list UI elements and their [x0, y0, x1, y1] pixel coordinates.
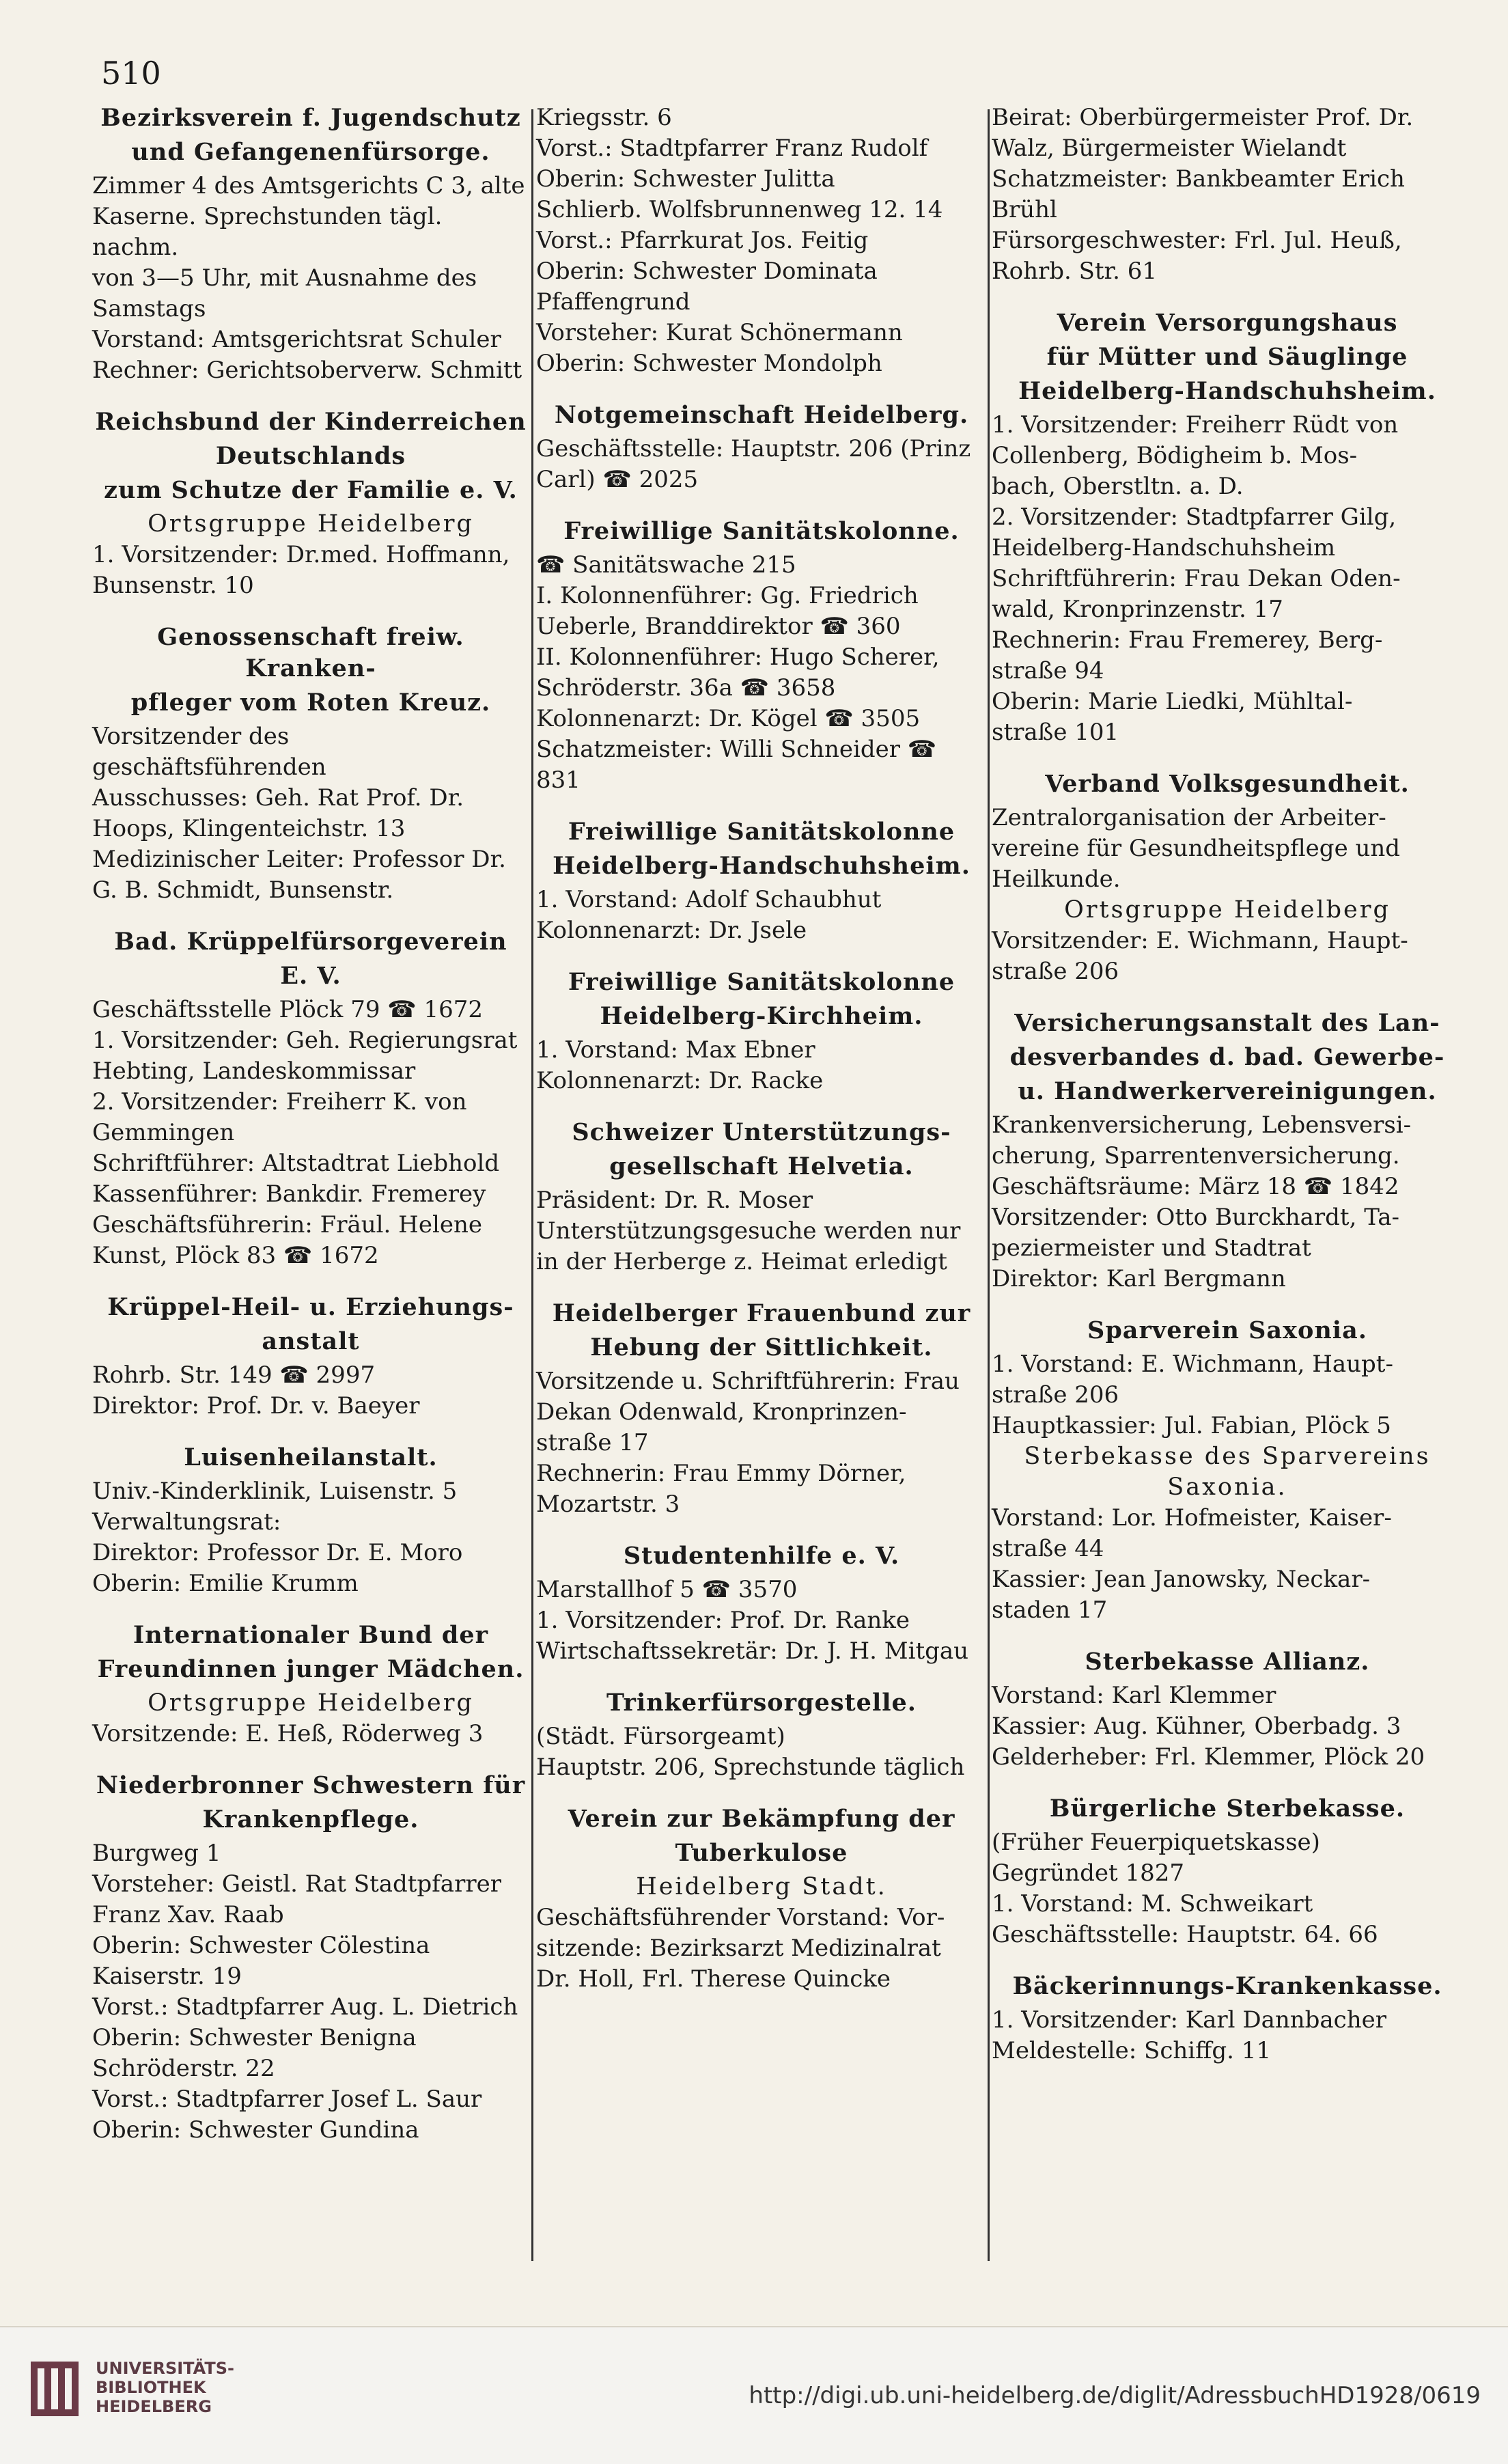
entry-line: Schröderstr. 36a ☎ 3658	[536, 674, 836, 702]
entry-line: Unterstützungsgesuche werden nur	[536, 1217, 961, 1245]
entry-heading: Schweizer Unterstützungs-	[572, 1118, 951, 1146]
entry-heading: gesellschaft Helvetia.	[609, 1152, 914, 1180]
entry-heading: pfleger vom Roten Kreuz.	[130, 689, 491, 717]
entry-line: II. Kolonnenführer: Hugo Scherer,	[536, 643, 940, 671]
entry-line: 1. Vorstand: Max Ebner	[536, 1036, 815, 1064]
entry-line: 1. Vorsitzender: Geh. Regierungsrat	[92, 1027, 518, 1054]
entry-heading: anstalt	[262, 1327, 360, 1355]
entry-line: Vorsteher: Geistl. Rat Stadtpfarrer	[92, 1870, 501, 1898]
entry-line: Vorstand: Karl Klemmer	[992, 1682, 1276, 1709]
entry-heading: Niederbronner Schwestern für	[96, 1771, 526, 1799]
directory-entry	[536, 516, 987, 796]
entry-line: Oberin: Marie Liedki, Mühltal-	[992, 688, 1353, 715]
directory-entry	[992, 1793, 1463, 1950]
entry-line: Geschäftsräume: März 18 ☎ 1842	[992, 1173, 1399, 1200]
entry-line: Kaserne. Sprechstunden tägl. nachm.	[92, 203, 443, 261]
entry-line: straße 206	[992, 1381, 1119, 1409]
entry-line: straße 17	[536, 1429, 649, 1456]
entry-line: Samstags	[92, 295, 206, 322]
entry-line: Gelderheber: Frl. Klemmer, Plöck 20	[992, 1743, 1425, 1771]
directory-entry	[92, 1770, 529, 2146]
entry-heading: Bad. Krüppelfürsorgeverein	[114, 928, 507, 956]
entry-heading: Freiwillige Sanitätskolonne	[568, 818, 955, 846]
entry-heading: Verband Volksgesundheit.	[1045, 770, 1410, 798]
library-name	[96, 2359, 234, 2416]
entry-line: Schatzmeister: Willi Schneider ☎	[536, 736, 937, 763]
footer	[0, 2326, 1508, 2464]
entry-line: Hebting, Landeskommissar	[92, 1057, 416, 1085]
directory-entry	[536, 400, 987, 495]
entry-line: Oberin: Schwester Julitta	[536, 165, 835, 193]
entry-heading: Verein Versorgungshaus	[1057, 309, 1398, 337]
entry-line: Oberin: Schwester Cölestina	[92, 1932, 430, 1959]
entry-heading: Internationaler Bund der	[132, 1621, 489, 1649]
entry-heading: Bäckerinnungs-Krankenkasse.	[1012, 1972, 1442, 2000]
entry-line: sitzende: Bezirksarzt Medizinalrat	[536, 1935, 941, 1962]
directory-entry	[92, 102, 529, 386]
entry-line: Kassenführer: Bankdir. Fremerey	[92, 1180, 486, 1208]
entry-line: Dr. Holl, Frl. Therese Quincke	[536, 1965, 891, 1993]
entry-line: Vorsitzender des geschäftsführenden	[92, 723, 326, 781]
entry-line: straße 206	[992, 958, 1119, 985]
entry-line: wald, Kronprinzenstr. 17	[992, 596, 1283, 623]
entry-heading: Studentenhilfe e. V.	[623, 1542, 900, 1570]
entry-line: Beirat: Oberbürgermeister Prof. Dr.	[992, 104, 1414, 131]
entry-line: Marstallhof 5 ☎ 3570	[536, 1576, 798, 1603]
entry-line: Zimmer 4 des Amtsgerichts C 3, alte	[92, 172, 525, 199]
entry-line: Schriftführerin: Frau Dekan Oden-	[992, 565, 1401, 592]
entry-heading: für Mütter und Säuglinge	[1046, 343, 1408, 371]
entry-heading: u. Handwerkervereinigungen.	[1018, 1077, 1437, 1105]
entry-line: Rechner: Gerichtsoberverw. Schmitt	[92, 357, 522, 384]
source-url[interactable]: http://digi.ub.uni-heidelberg.de/diglit/AdressbuchHD1928/0619	[749, 2382, 1481, 2409]
entry-line: Carl) ☎ 2025	[536, 466, 699, 493]
entry-line: Vorsitzende u. Schriftführerin: Frau	[536, 1368, 960, 1395]
entry-line: Zentralorganisation der Arbeiter-	[992, 804, 1386, 831]
entry-heading: Krankenpflege.	[202, 1805, 419, 1833]
entry-line: Kaiserstr. 19	[92, 1963, 242, 1990]
column-1	[92, 102, 529, 2166]
entry-line: Kolonnenarzt: Dr. Jsele	[536, 917, 807, 944]
entry-subheading: Ortsgruppe Heidelberg	[1064, 896, 1391, 924]
entry-line: ☎ Sanitätswache 215	[536, 551, 796, 579]
directory-entry	[992, 769, 1463, 987]
entry-line: Kolonnenarzt: Dr. Racke	[536, 1067, 824, 1094]
entry-line: Vorst.: Pfarrkurat Jos. Feitig	[536, 227, 869, 254]
entry-line: (Früher Feuerpiquetskasse)	[992, 1829, 1320, 1856]
entry-line: Mozartstr. 3	[536, 1491, 680, 1518]
entry-line: vereine für Gesundheitspflege und	[992, 835, 1401, 862]
entry-line: Wirtschaftssekretär: Dr. J. H. Mitgau	[536, 1637, 969, 1665]
entry-heading: Sterbekasse Allianz.	[1085, 1648, 1370, 1676]
entry-line: Dekan Odenwald, Kronprinzen-	[536, 1398, 907, 1426]
entry-line: peziermeister und Stadtrat	[992, 1234, 1311, 1262]
entry-line: Krankenversicherung, Lebensversi-	[992, 1111, 1412, 1139]
entry-heading: Heidelberger Frauenbund zur	[552, 1299, 971, 1327]
entry-line: (Städt. Fürsorgeamt)	[536, 1723, 785, 1750]
entry-line: Oberin: Schwester Gundina	[92, 2116, 419, 2144]
entry-line: Kassier: Aug. Kühner, Oberbadg. 3	[992, 1713, 1401, 1740]
entry-line: Oberin: Schwester Mondolph	[536, 350, 882, 377]
entry-line: 1. Vorsitzender: Prof. Dr. Ranke	[536, 1607, 910, 1634]
column-divider	[988, 109, 990, 2261]
directory-entry	[992, 1646, 1463, 1773]
entry-line: bach, Oberstltn. a. D.	[992, 473, 1244, 500]
entry-heading: Reichsbund der Kinderreichen	[95, 408, 527, 436]
directory-entry	[536, 1803, 987, 1995]
entry-heading: Freundinnen junger Mädchen.	[97, 1655, 525, 1683]
entry-line: Ueberle, Branddirektor ☎ 360	[536, 613, 901, 640]
entry-line: Medizinischer Leiter: Professor Dr.	[92, 846, 506, 873]
entry-heading: Tuberkulose	[675, 1839, 848, 1867]
entry-line: Kriegsstr. 6	[536, 104, 672, 131]
directory-entry	[92, 1620, 529, 1749]
entry-line: Heidelberg-Handschuhsheim	[992, 534, 1336, 562]
entry-heading: E. V.	[280, 962, 341, 990]
entry-heading: und Gefangenenfürsorge.	[131, 138, 490, 166]
entry-subheading: Sterbekasse des Sparvereins Saxonia.	[1024, 1443, 1431, 1501]
entry-line: Vorst.: Stadtpfarrer Aug. L. Dietrich	[92, 1993, 518, 2021]
entry-heading: Heidelberg-Handschuhsheim.	[1018, 377, 1436, 405]
entry-line: Rechnerin: Frau Emmy Dörner,	[536, 1460, 906, 1487]
entry-line: Pfaffengrund	[536, 288, 690, 316]
directory-entry	[92, 622, 529, 906]
entry-line: 1. Vorsitzender: Karl Dannbacher	[992, 2006, 1386, 2034]
directory-entry	[92, 926, 529, 1271]
entry-line: Rohrb. Str. 149 ☎ 2997	[92, 1361, 376, 1389]
entry-line: Vorstand: Lor. Hofmeister, Kaiser-	[992, 1504, 1392, 1532]
library-logo-icon	[27, 2355, 82, 2423]
directory-entry	[992, 1008, 1463, 1295]
entry-heading: Sparverein Saxonia.	[1087, 1316, 1367, 1344]
directory-entry	[992, 307, 1463, 748]
library-line: UNIVERSITÄTS-	[96, 2359, 235, 2378]
entry-subheading: Ortsgruppe Heidelberg	[148, 510, 474, 538]
entry-heading: Versicherungsanstalt des Lan-	[1014, 1009, 1440, 1037]
directory-entry	[536, 1298, 987, 1520]
entry-heading: desverbandes d. bad. Gewerbe-	[1009, 1043, 1445, 1071]
entry-heading: Deutschlands	[215, 442, 406, 470]
entry-line: Präsident: Dr. R. Moser	[536, 1187, 813, 1214]
entry-heading: Luisenheilanstalt.	[184, 1443, 438, 1471]
column-3	[992, 102, 1463, 2087]
entry-line: Kolonnenarzt: Dr. Kögel ☎ 3505	[536, 705, 921, 732]
directory-entry	[536, 1687, 987, 1783]
directory-entry	[92, 406, 529, 601]
entry-line: Vorst.: Stadtpfarrer Franz Rudolf	[536, 135, 928, 162]
library-line: BIBLIOTHEK	[96, 2378, 206, 2397]
entry-heading: Trinkerfürsorgestelle.	[606, 1689, 917, 1717]
entry-line: in der Herberge z. Heimat erledigt	[536, 1248, 947, 1275]
entry-heading: Heidelberg-Handschuhsheim.	[553, 852, 971, 880]
entry-line: Franz Xav. Raab	[92, 1901, 284, 1928]
entry-line: Verwaltungsrat:	[92, 1508, 281, 1536]
entry-line: Oberin: Schwester Benigna	[92, 2024, 417, 2051]
entry-heading: Hebung der Sittlichkeit.	[590, 1333, 933, 1361]
entry-line: Vorsteher: Kurat Schönermann	[536, 319, 903, 346]
directory-entry	[992, 1971, 1463, 2066]
page-number: 510	[101, 55, 161, 92]
entry-line: Oberin: Emilie Krumm	[92, 1570, 359, 1597]
entry-line: Vorstand: Amtsgerichtsrat Schuler	[92, 326, 501, 353]
entry-line: Schlierb. Wolfsbrunnenweg 12. 14	[536, 196, 943, 223]
library-line: HEIDELBERG	[96, 2397, 212, 2416]
entry-line: cherung, Sparrentenversicherung.	[992, 1142, 1400, 1169]
entry-line: Vorsitzender: Otto Burckhardt, Ta-	[992, 1204, 1399, 1231]
entry-line: Geschäftsführender Vorstand: Vor-	[536, 1904, 945, 1931]
entry-line: Schröderstr. 22	[92, 2055, 275, 2082]
entry-line: straße 101	[992, 719, 1119, 746]
entry-line: straße 94	[992, 657, 1104, 684]
entry-line: Collenberg, Bödigheim b. Mos-	[992, 442, 1358, 469]
entry-line: 2. Vorsitzender: Stadtpfarrer Gilg,	[992, 503, 1397, 531]
entry-line: Ausschusses: Geh. Rat Prof. Dr.	[92, 784, 464, 812]
directory-entry	[92, 1442, 529, 1599]
entry-line: 1. Vorstand: E. Wichmann, Haupt-	[992, 1351, 1393, 1378]
directory-entry	[536, 1540, 987, 1667]
entry-heading: Genossenschaft freiw. Kranken-	[157, 623, 464, 682]
entry-heading: Heidelberg-Kirchheim.	[600, 1002, 923, 1030]
entry-line: Hauptkassier: Jul. Fabian, Plöck 5	[992, 1412, 1391, 1439]
entry-line: Univ.-Kinderklinik, Luisenstr. 5	[92, 1478, 458, 1505]
directory-entry	[992, 1315, 1463, 1626]
entry-line: 1. Vorstand: Adolf Schaubhut	[536, 886, 882, 913]
entry-line: Vorsitzende: E. Heß, Röderweg 3	[92, 1720, 484, 1747]
entry-line: von 3—5 Uhr, mit Ausnahme des	[92, 264, 477, 292]
entry-subheading: Ortsgruppe Heidelberg	[148, 1689, 474, 1717]
entry-line: Burgweg 1	[92, 1840, 221, 1867]
entry-line: 1. Vorsitzender: Dr.med. Hoffmann,	[92, 541, 510, 568]
entry-line: Fürsorgeschwester: Frl. Jul. Heuß,	[992, 227, 1402, 254]
entry-heading: Bürgerliche Sterbekasse.	[1049, 1795, 1406, 1823]
directory-entry	[536, 102, 987, 379]
directory-entry	[92, 1292, 529, 1422]
entry-line: Gegründet 1827	[992, 1859, 1184, 1887]
entry-line: Schriftführer: Altstadtrat Liebhold	[92, 1150, 500, 1177]
directory-entry	[536, 816, 987, 946]
entry-heading: zum Schutze der Familie e. V.	[104, 476, 518, 504]
column-divider	[531, 109, 533, 2261]
entry-line: straße 44	[992, 1535, 1104, 1562]
directory-entry	[536, 967, 987, 1096]
entry-line: Kunst, Plöck 83 ☎ 1672	[92, 1242, 379, 1269]
entry-line: Brühl	[992, 196, 1057, 223]
entry-line: Direktor: Karl Bergmann	[992, 1265, 1286, 1292]
entry-heading: Freiwillige Sanitätskolonne.	[563, 517, 960, 545]
directory-entry	[536, 1117, 987, 1277]
entry-line: Gemmingen	[92, 1119, 235, 1146]
entry-line: Geschäftsstelle: Hauptstr. 206 (Prinz	[536, 435, 971, 462]
entry-line: 2. Vorsitzender: Freiherr K. von	[92, 1088, 467, 1116]
entry-line: Kassier: Jean Janowsky, Neckar-	[992, 1566, 1371, 1593]
entry-line: Direktor: Professor Dr. E. Moro	[92, 1539, 463, 1566]
entry-line: Vorsitzender: E. Wichmann, Haupt-	[992, 927, 1408, 954]
entry-line: staden 17	[992, 1596, 1108, 1624]
entry-subheading: Heidelberg Stadt.	[636, 1873, 887, 1900]
entry-line: Geschäftsstelle: Hauptstr. 64. 66	[992, 1921, 1378, 1948]
entry-heading: Freiwillige Sanitätskolonne	[568, 968, 955, 996]
entry-line: Walz, Bürgermeister Wielandt	[992, 135, 1347, 162]
entry-heading: Notgemeinschaft Heidelberg.	[554, 401, 969, 429]
entry-line: Direktor: Prof. Dr. v. Baeyer	[92, 1392, 420, 1420]
column-2	[536, 102, 987, 2015]
entry-line: Bunsenstr. 10	[92, 572, 254, 599]
entry-line: Meldestelle: Schiffg. 11	[992, 2037, 1271, 2064]
entry-line: Schatzmeister: Bankbeamter Erich	[992, 165, 1405, 193]
entry-line: Geschäftsstelle Plöck 79 ☎ 1672	[92, 996, 483, 1023]
entry-line: Rohrb. Str. 61	[992, 258, 1157, 285]
entry-line: 1. Vorstand: M. Schweikart	[992, 1890, 1313, 1918]
entry-line: Vorst.: Stadtpfarrer Josef L. Saur	[92, 2086, 482, 2113]
entry-line: Geschäftsführerin: Fräul. Helene	[92, 1211, 482, 1238]
entry-line: Hauptstr. 206, Sprechstunde täglich	[536, 1754, 965, 1781]
entry-line: Heilkunde.	[992, 866, 1121, 893]
entry-line: 1. Vorsitzender: Freiherr Rüdt von	[992, 411, 1399, 439]
directory-entry	[992, 102, 1463, 287]
entry-heading: Bezirksverein f. Jugendschutz	[100, 104, 521, 132]
entry-line: G. B. Schmidt, Bunsenstr.	[92, 876, 394, 904]
entry-line: Rechnerin: Frau Fremerey, Berg-	[992, 626, 1383, 654]
entry-heading: Verein zur Bekämpfung der	[568, 1805, 955, 1833]
entry-line: Oberin: Schwester Dominata	[536, 258, 878, 285]
entry-line: 831	[536, 766, 581, 794]
entry-line: I. Kolonnenführer: Gg. Friedrich	[536, 582, 919, 609]
entry-line: Hoops, Klingenteichstr. 13	[92, 815, 406, 842]
entry-heading: Krüppel-Heil- u. Erziehungs-	[107, 1293, 514, 1321]
